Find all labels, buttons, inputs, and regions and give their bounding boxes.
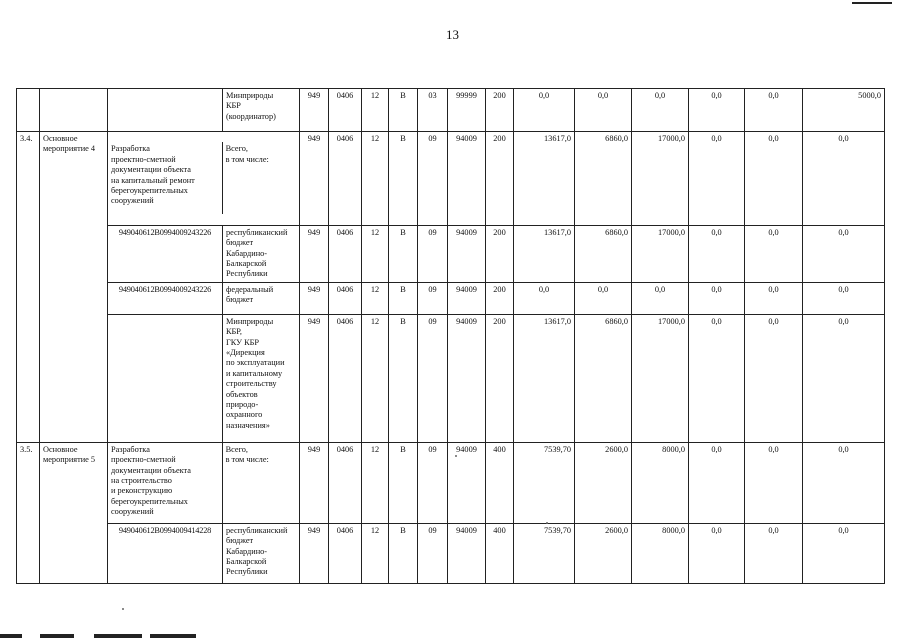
program-code: 12	[362, 523, 389, 583]
program-code: 12	[362, 442, 389, 523]
table-row	[17, 442, 885, 523]
grbs-code: 949	[300, 442, 329, 523]
source-cell: федеральный бюджет	[223, 282, 300, 314]
measure-code: 09	[418, 523, 448, 583]
amount-cell: 0,0	[632, 89, 689, 132]
measure-cell: Основное мероприятие 5	[40, 442, 108, 583]
amount-cell: 0,0	[745, 282, 803, 314]
expense-type-code: 200	[486, 282, 514, 314]
direction-code: 94009	[448, 442, 486, 523]
amount-cell: 6860,0	[575, 132, 632, 226]
name-cell: Разработка проектно-сметной документации объекта на капитальный ремонт берегоукрепительных сооружений	[111, 144, 195, 206]
section-code: 0406	[329, 523, 362, 583]
amount-cell: 0,0	[575, 282, 632, 314]
amount-cell: 0,0	[803, 132, 885, 226]
name-source-cell	[108, 132, 300, 226]
direction-code: 94009	[448, 225, 486, 282]
amount-cell: 0,0	[745, 314, 803, 442]
source-cell: Всего, в том числе:	[222, 443, 299, 523]
measure-code: 03	[418, 89, 448, 132]
source-cell: Минприроды КБР (координатор)	[223, 89, 300, 132]
budget-code: 949040612В0994009243226	[108, 282, 223, 314]
name-source-cell	[108, 442, 300, 523]
program-code: 12	[362, 225, 389, 282]
amount-cell: 0,0	[803, 442, 885, 523]
scan-mark	[94, 634, 142, 638]
measure-cell	[40, 89, 108, 132]
table-row	[17, 132, 885, 226]
amount-cell: 0,0	[689, 314, 745, 442]
direction-code: 94009	[448, 314, 486, 442]
amount-cell: 7539,70	[514, 442, 575, 523]
expense-type-code: 200	[486, 132, 514, 226]
subprogram-code: В	[389, 442, 418, 523]
amount-cell: 0,0	[745, 89, 803, 132]
amount-cell: 0,0	[689, 89, 745, 132]
expense-type-code: 200	[486, 225, 514, 282]
subprogram-code: В	[389, 89, 418, 132]
subprogram-code: В	[389, 282, 418, 314]
scan-speck	[455, 455, 457, 457]
expense-type-code: 200	[486, 89, 514, 132]
measure-code: 09	[418, 282, 448, 314]
amount-cell: 8000,0	[632, 523, 689, 583]
amount-cell: 17000,0	[632, 225, 689, 282]
amount-cell: 0,0	[745, 132, 803, 226]
corner-rule	[852, 2, 892, 4]
direction-code: 99999	[448, 89, 486, 132]
expense-type-code: 200	[486, 314, 514, 442]
amount-cell: 0,0	[689, 225, 745, 282]
section-code: 0406	[329, 282, 362, 314]
table-row	[17, 314, 885, 442]
expense-type-code: 400	[486, 442, 514, 523]
amount-cell: 0,0	[689, 132, 745, 226]
table-row	[17, 225, 885, 282]
subprogram-code: В	[389, 225, 418, 282]
measure-cell: Основное мероприятие 4	[40, 132, 108, 443]
amount-cell: 17000,0	[632, 132, 689, 226]
amount-cell: 13617,0	[514, 225, 575, 282]
page-number: 13	[446, 27, 459, 42]
measure-code: 09	[418, 132, 448, 226]
table-row	[17, 282, 885, 314]
subprogram-code: В	[389, 314, 418, 442]
scan-speck	[122, 608, 124, 610]
scan-mark	[40, 634, 74, 638]
budget-code: 949040612В0994009414228	[108, 523, 223, 583]
amount-cell: 0,0	[575, 89, 632, 132]
program-code: 12	[362, 89, 389, 132]
measure-code: 09	[418, 225, 448, 282]
amount-cell: 0,0	[745, 225, 803, 282]
amount-cell: 0,0	[745, 442, 803, 523]
grbs-code: 949	[300, 314, 329, 442]
program-code: 12	[362, 282, 389, 314]
amount-cell: 0,0	[689, 282, 745, 314]
expense-type-code: 400	[486, 523, 514, 583]
scan-edge-marks	[0, 628, 905, 640]
section-code: 0406	[329, 89, 362, 132]
measure-code: 09	[418, 314, 448, 442]
direction-code: 94009	[448, 132, 486, 226]
amount-cell: 0,0	[803, 225, 885, 282]
program-code: 12	[362, 132, 389, 226]
section-code: 0406	[329, 442, 362, 523]
row-number	[17, 89, 40, 132]
source-cell: республиканский бюджет Кабардино- Балкарской Республики	[223, 523, 300, 583]
amount-cell: 0,0	[803, 282, 885, 314]
program-code: 12	[362, 314, 389, 442]
grbs-code: 949	[300, 523, 329, 583]
amount-cell: 6860,0	[575, 225, 632, 282]
section-code: 0406	[329, 132, 362, 226]
amount-cell: 17000,0	[632, 314, 689, 442]
table-row	[17, 89, 885, 132]
subprogram-code: В	[389, 132, 418, 226]
amount-cell: 6860,0	[575, 314, 632, 442]
grbs-code: 949	[300, 89, 329, 132]
grbs-code: 949	[300, 225, 329, 282]
amount-cell: 2600,0	[575, 523, 632, 583]
amount-cell: 13617,0	[514, 314, 575, 442]
budget-code: 949040612В0994009243226	[108, 225, 223, 282]
amount-cell: 0,0	[689, 523, 745, 583]
budget-code	[108, 314, 223, 442]
row-number: 3.4.	[17, 132, 40, 443]
amount-cell: 0,0	[514, 89, 575, 132]
subprogram-code: В	[389, 523, 418, 583]
amount-cell: 0,0	[514, 282, 575, 314]
direction-code: 94009	[448, 523, 486, 583]
name-cell: Разработка проектно-сметной документации объекта на строительство и реконструкцию берегоукрепительных сооружений	[111, 444, 191, 517]
source-cell: республиканский бюджет Кабардино- Балкарской Республики	[223, 225, 300, 282]
amount-cell: 0,0	[803, 314, 885, 442]
section-code: 0406	[329, 225, 362, 282]
amount-cell: 2600,0	[575, 442, 632, 523]
table-row	[17, 523, 885, 583]
source-cell: Всего, в том числе:	[222, 142, 299, 214]
measure-code: 09	[418, 442, 448, 523]
amount-cell: 0,0	[632, 282, 689, 314]
amount-cell: 0,0	[745, 523, 803, 583]
row-number: 3.5.	[17, 442, 40, 583]
scan-mark	[150, 634, 196, 638]
name-cell	[108, 89, 223, 132]
direction-code: 94009	[448, 282, 486, 314]
grbs-code: 949	[300, 132, 329, 226]
source-cell: Минприроды КБР, ГКУ КБР «Дирекция по эксплуатации и капитальному строительству объектов природо- охранного назначения»	[223, 314, 300, 442]
amount-cell: 5000,0	[803, 89, 885, 132]
amount-cell: 0,0	[803, 523, 885, 583]
amount-cell: 8000,0	[632, 442, 689, 523]
scan-speck	[546, 522, 548, 524]
amount-cell: 13617,0	[514, 132, 575, 226]
budget-table	[16, 88, 885, 584]
amount-cell: 7539,70	[514, 523, 575, 583]
grbs-code: 949	[300, 282, 329, 314]
scan-mark	[0, 634, 22, 638]
amount-cell: 0,0	[689, 442, 745, 523]
section-code: 0406	[329, 314, 362, 442]
